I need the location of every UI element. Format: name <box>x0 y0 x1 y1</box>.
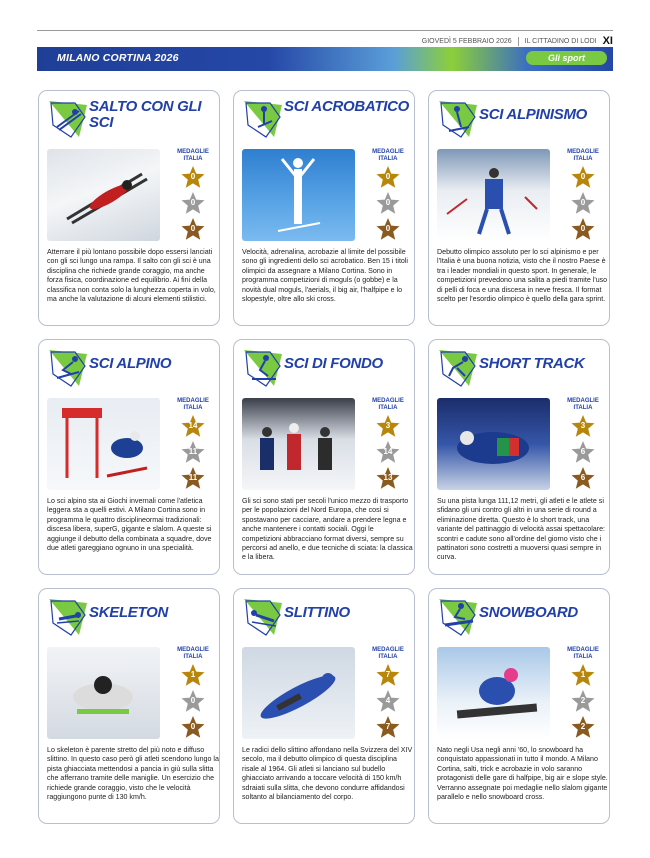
sport-title: SCI DI FONDO <box>284 355 383 372</box>
italy-medals <box>173 647 213 739</box>
medals-label: MEDAGLIE <box>567 398 599 404</box>
ski-mountaineering-icon <box>435 97 481 141</box>
sport-card <box>233 339 415 575</box>
silver-star-icon <box>375 689 401 713</box>
sport-title: SCI ALPINISMO <box>479 106 588 123</box>
ski-jump-icon <box>45 97 91 141</box>
medals-label: MEDAGLIE <box>177 149 209 155</box>
sport-photo <box>437 398 550 490</box>
medal-count: 6 <box>580 473 586 482</box>
bronze-star-icon <box>570 715 596 739</box>
sport-description: Lo skeleton è parente stretto del più noto e diffuso slittino. In questo caso però gli atleti scendono lungo la pista ghiacciata mettendosi a pancia in giù sulla slitta che afferrano tramite delle maniglie. Un esercizio che richiede grande coraggio, visto che le velocità raggiungono punte di 130 km/h. <box>47 746 219 802</box>
sport-card <box>38 339 220 575</box>
alpine-ski-icon <box>45 346 91 390</box>
bronze-star-icon <box>375 466 401 490</box>
sport-card <box>38 90 220 326</box>
italy-medals <box>173 398 213 490</box>
medal-count: 1 <box>580 670 586 679</box>
gold-star-icon <box>375 663 401 687</box>
silver-star-icon <box>570 191 596 215</box>
sport-description: Velocità, adrenalina, acrobazie al limite del possibile sono gli ingredienti dello sci acrobatico. Ben 15 i titoli olimpici da assegnare a Milano Cortina. Sono in programma competizioni di moguls (o gobbe) e la novità dual moguls, l'aerials, il big air, l'halfpipe e lo slopestyle, oltre allo ski cross. <box>242 248 409 304</box>
medal-count: 2 <box>580 722 586 731</box>
italy-medals <box>563 647 603 739</box>
italy-medals <box>563 149 603 241</box>
section-banner <box>37 47 613 71</box>
medal-count: 0 <box>190 198 196 207</box>
sport-title: SCI ACROBATICO <box>284 98 409 115</box>
dateline <box>422 35 613 47</box>
silver-star-icon <box>180 440 206 464</box>
sport-card <box>428 90 610 326</box>
medal-count: 0 <box>385 172 391 181</box>
bronze-star-icon <box>180 466 206 490</box>
bronze-star-icon <box>375 715 401 739</box>
medal-count: 14 <box>383 447 393 456</box>
sport-description: Atterrare il più lontano possibile dopo essersi lanciati con gli sci lungo una rampa. Il salto con gli sci è una disciplina che richiede grande coraggio, ma anche forza fisica, coordinazione ed equilibrio. Ai fini della classifica non conta solo la lunghezza coperta in volo, ma anche la valutazione di alcuni elementi stilistici. <box>47 248 216 304</box>
medal-count: 0 <box>580 198 586 207</box>
sport-title: SHORT TRACK <box>479 355 585 372</box>
gold-star-icon <box>570 663 596 687</box>
medal-count: 7 <box>385 670 391 679</box>
top-rule <box>37 30 613 31</box>
sport-card <box>233 588 415 824</box>
medal-count: 14 <box>188 421 198 430</box>
medal-count: 0 <box>190 696 196 705</box>
bronze-star-icon <box>570 466 596 490</box>
bronze-star-icon <box>570 217 596 241</box>
snowboard-icon <box>435 595 481 639</box>
medals-country: ITALIA <box>183 654 203 660</box>
luge-icon <box>240 595 286 639</box>
bronze-star-icon <box>180 217 206 241</box>
divider <box>518 37 519 46</box>
sport-title: SLITTINO <box>284 604 350 621</box>
sport-title: SCI ALPINO <box>89 355 172 372</box>
medals-country: ITALIA <box>378 654 398 660</box>
medal-count: 0 <box>385 224 391 233</box>
sport-card <box>428 588 610 824</box>
sport-description: Lo sci alpino sta ai Giochi invernali come l'atletica leggera sta a quelli estivi. A Milano Cortina sono in programma le quattro disciplineormai tradizionali: discesa libera, superG, gigante e slalom. A queste si aggiunge il debutto della combinata a squadre, dove due atleti gareggiano ognuno in una specialità. <box>47 497 212 553</box>
gold-star-icon <box>180 414 206 438</box>
italy-medals <box>173 149 213 241</box>
sport-description: Nato negli Usa negli anni '60, lo snowboard ha conquistato appassionati in tutto il mondo. A Milano Cortina, salti, trick e acrobazie in volo saranno protagonisti delle gare di halfpipe, big air e slope style. Verranno assegnate poi medaglie nello slalom gigante parallelo e nello snowboard cross. <box>437 746 608 802</box>
medal-count: 3 <box>385 421 391 430</box>
gold-star-icon <box>570 414 596 438</box>
gold-star-icon <box>180 663 206 687</box>
issue-date: GIOVEDÌ 5 FEBBRAIO 2026 <box>421 37 512 45</box>
medal-count: 0 <box>190 722 196 731</box>
silver-star-icon <box>180 191 206 215</box>
silver-star-icon <box>375 440 401 464</box>
sport-description: Gli sci sono stati per secoli l'unico mezzo di trasporto per le popolazioni del Nord Europa, che così si spostavano per cacciare, andare a prendere legna e anche mantenere i contatti sociali. Oggi le competizioni abbracciano format diversi, sempre su percorsi ad anello, e due tecniche di sciata: la classica e la libera. <box>242 497 413 562</box>
sport-photo <box>47 149 160 241</box>
sport-photo <box>242 647 355 739</box>
gold-star-icon <box>375 165 401 189</box>
medal-count: 0 <box>580 224 586 233</box>
brand-logo: MILANO CORTINA 2026 <box>57 52 179 64</box>
medals-label: MEDAGLIE <box>177 647 209 653</box>
medals-country: ITALIA <box>378 405 398 411</box>
italy-medals <box>368 149 408 241</box>
medals-country: ITALIA <box>573 654 593 660</box>
medals-country: ITALIA <box>183 156 203 162</box>
italy-medals <box>368 398 408 490</box>
gold-star-icon <box>570 165 596 189</box>
bronze-star-icon <box>180 715 206 739</box>
skeleton-icon <box>45 595 91 639</box>
sport-card <box>38 588 220 824</box>
page-number: XI <box>602 35 613 47</box>
medals-country: ITALIA <box>573 156 593 162</box>
medal-count: 0 <box>190 224 196 233</box>
gold-star-icon <box>180 165 206 189</box>
sport-description: Le radici dello slittino affondano nella Svizzera del XIV secolo, ma il debutto olimpico di questa disciplina risale al 1964. Gli atleti si lanciano sul budello ghiacciato arrivando a toccare velocità di 150 km/h sdraiati sulla slitta, che devono condurre affidandosi soltanto al bilanciamento del corpo. <box>242 746 413 802</box>
sport-description: Debutto olimpico assoluto per lo sci alpinismo e per l'Italia è una buona notizia, visto che il nostro Paese è tra i leader mondiali in questo sport. In generale, le competizioni prevedono una salita a piedi tramite l'uso di pelli di foca e una discesa in neve fresca. Il format scelto per l'esordio olimpico è quello della gara sprint. <box>437 248 608 304</box>
medal-count: 13 <box>383 473 393 482</box>
medals-label: MEDAGLIE <box>372 149 404 155</box>
medal-count: 1 <box>190 670 196 679</box>
medal-count: 4 <box>385 696 391 705</box>
medals-country: ITALIA <box>573 405 593 411</box>
medals-label: MEDAGLIE <box>372 647 404 653</box>
section-label: Gli sport <box>526 51 607 65</box>
medals-label: MEDAGLIE <box>567 647 599 653</box>
silver-star-icon <box>375 191 401 215</box>
medal-count: 6 <box>580 447 586 456</box>
sport-photo <box>242 398 355 490</box>
italy-medals <box>368 647 408 739</box>
sport-title: SNOWBOARD <box>479 604 578 621</box>
freestyle-icon <box>240 97 286 141</box>
gold-star-icon <box>375 414 401 438</box>
newspaper-name: IL CITTADINO DI LODI <box>524 37 597 45</box>
sport-card <box>233 90 415 326</box>
cross-country-icon <box>240 346 286 390</box>
sport-title: SALTO CON GLI SCI <box>89 98 202 131</box>
medal-count: 2 <box>580 696 586 705</box>
medal-count: 0 <box>190 172 196 181</box>
sport-title: SKELETON <box>89 604 169 621</box>
medals-label: MEDAGLIE <box>372 398 404 404</box>
medal-count: 11 <box>188 473 198 482</box>
silver-star-icon <box>570 689 596 713</box>
sport-photo <box>47 398 160 490</box>
medals-label: MEDAGLIE <box>567 149 599 155</box>
sport-photo <box>437 647 550 739</box>
bronze-star-icon <box>375 217 401 241</box>
medal-count: 11 <box>188 447 198 456</box>
short-track-icon <box>435 346 481 390</box>
medal-count: 0 <box>385 198 391 207</box>
medals-label: MEDAGLIE <box>177 398 209 404</box>
sport-photo <box>437 149 550 241</box>
medals-country: ITALIA <box>183 405 203 411</box>
sport-photo <box>242 149 355 241</box>
medals-country: ITALIA <box>378 156 398 162</box>
sport-description: Su una pista lunga 111,12 metri, gli atleti e le atlete si sfidano gli uni contro gli altri in una serie di round a eliminazione diretta. Questo è lo short track, una variante del pattinaggio di velocità assai spettacolare: scontri e cadute sono all'ordine del giorno visto che i pattinatori sono costretti a muoversi quasi sempre in curva. <box>437 497 605 562</box>
medal-count: 7 <box>385 722 391 731</box>
sport-photo <box>47 647 160 739</box>
silver-star-icon <box>180 689 206 713</box>
medal-count: 3 <box>580 421 586 430</box>
sport-card <box>428 339 610 575</box>
silver-star-icon <box>570 440 596 464</box>
medal-count: 0 <box>580 172 586 181</box>
italy-medals <box>563 398 603 490</box>
